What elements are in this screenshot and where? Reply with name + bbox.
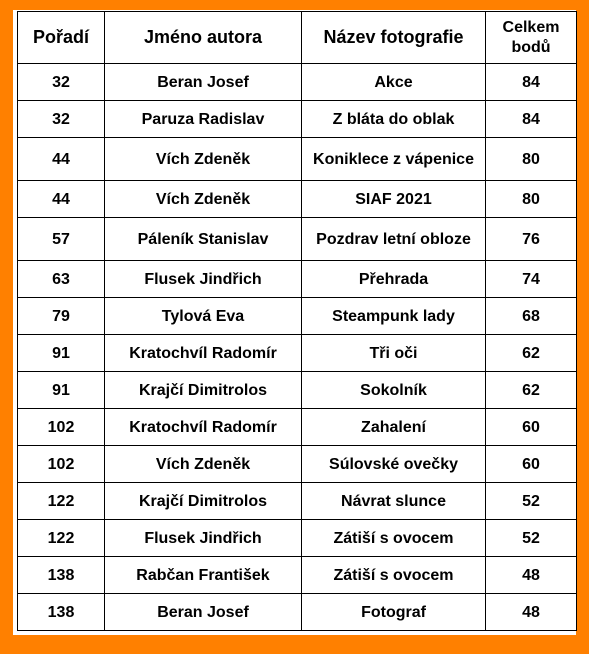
cell-rank: 79 bbox=[18, 298, 105, 335]
table-row bbox=[18, 138, 577, 181]
cell-rank: 91 bbox=[18, 335, 105, 372]
cell-photo: Z bláta do oblak bbox=[302, 101, 486, 138]
cell-rank: 138 bbox=[18, 557, 105, 594]
cell-total: 60 bbox=[486, 446, 577, 483]
cell-photo: Přehrada bbox=[302, 261, 486, 298]
cell-total: 80 bbox=[486, 181, 577, 218]
table-row bbox=[18, 218, 577, 261]
cell-author: Kratochvíl Radomír bbox=[105, 335, 302, 372]
table-row bbox=[18, 101, 577, 138]
table-row bbox=[18, 446, 577, 483]
table-row bbox=[18, 261, 577, 298]
cell-total: 68 bbox=[486, 298, 577, 335]
cell-rank: 63 bbox=[18, 261, 105, 298]
cell-author: Vích Zdeněk bbox=[105, 446, 302, 483]
table-row bbox=[18, 181, 577, 218]
cell-author: Tylová Eva bbox=[105, 298, 302, 335]
cell-author: Krajčí Dimitrolos bbox=[105, 483, 302, 520]
cell-total: 62 bbox=[486, 372, 577, 409]
cell-total: 60 bbox=[486, 409, 577, 446]
cell-photo: Súlovské ovečky bbox=[302, 446, 486, 483]
cell-photo: Steampunk lady bbox=[302, 298, 486, 335]
cell-total: 76 bbox=[486, 218, 577, 261]
cell-photo: Akce bbox=[302, 64, 486, 101]
cell-photo: SIAF 2021 bbox=[302, 181, 486, 218]
table-row bbox=[18, 64, 577, 101]
cell-author: Rabčan František bbox=[105, 557, 302, 594]
cell-rank: 44 bbox=[18, 181, 105, 218]
results-table bbox=[17, 11, 577, 631]
cell-author: Kratochvíl Radomír bbox=[105, 409, 302, 446]
cell-photo: Zátiší s ovocem bbox=[302, 557, 486, 594]
cell-photo: Pozdrav letní obloze bbox=[302, 218, 486, 261]
table-row bbox=[18, 335, 577, 372]
table-row bbox=[18, 520, 577, 557]
cell-rank: 32 bbox=[18, 64, 105, 101]
cell-author: Vích Zdeněk bbox=[105, 138, 302, 181]
cell-author: Flusek Jindřich bbox=[105, 261, 302, 298]
cell-total: 62 bbox=[486, 335, 577, 372]
cell-rank: 57 bbox=[18, 218, 105, 261]
cell-author: Flusek Jindřich bbox=[105, 520, 302, 557]
table-row bbox=[18, 483, 577, 520]
cell-rank: 91 bbox=[18, 372, 105, 409]
cell-rank: 32 bbox=[18, 101, 105, 138]
cell-photo: Fotograf bbox=[302, 594, 486, 631]
table-row bbox=[18, 372, 577, 409]
cell-photo: Tři oči bbox=[302, 335, 486, 372]
table-header-row bbox=[18, 12, 577, 64]
cell-author: Beran Josef bbox=[105, 64, 302, 101]
header-rank: Pořadí bbox=[18, 12, 105, 64]
cell-total: 80 bbox=[486, 138, 577, 181]
cell-photo: Návrat slunce bbox=[302, 483, 486, 520]
cell-rank: 122 bbox=[18, 483, 105, 520]
cell-author: Vích Zdeněk bbox=[105, 181, 302, 218]
cell-photo: Sokolník bbox=[302, 372, 486, 409]
cell-rank: 138 bbox=[18, 594, 105, 631]
cell-total: 84 bbox=[486, 101, 577, 138]
table-row bbox=[18, 557, 577, 594]
header-total: Celkem bodů bbox=[486, 12, 577, 64]
cell-author: Krajčí Dimitrolos bbox=[105, 372, 302, 409]
cell-photo: Zahalení bbox=[302, 409, 486, 446]
cell-author: Paruza Radislav bbox=[105, 101, 302, 138]
cell-total: 52 bbox=[486, 483, 577, 520]
cell-total: 48 bbox=[486, 557, 577, 594]
header-photo: Název fotografie bbox=[302, 12, 486, 64]
cell-total: 48 bbox=[486, 594, 577, 631]
cell-rank: 122 bbox=[18, 520, 105, 557]
cell-photo: Zátiší s ovocem bbox=[302, 520, 486, 557]
cell-rank: 102 bbox=[18, 446, 105, 483]
header-author: Jméno autora bbox=[105, 12, 302, 64]
cell-total: 52 bbox=[486, 520, 577, 557]
cell-author: Páleník Stanislav bbox=[105, 218, 302, 261]
table-row bbox=[18, 409, 577, 446]
cell-total: 84 bbox=[486, 64, 577, 101]
cell-total: 74 bbox=[486, 261, 577, 298]
cell-rank: 44 bbox=[18, 138, 105, 181]
table-row bbox=[18, 298, 577, 335]
cell-author: Beran Josef bbox=[105, 594, 302, 631]
cell-photo: Koniklece z vápenice bbox=[302, 138, 486, 181]
cell-rank: 102 bbox=[18, 409, 105, 446]
table-row bbox=[18, 594, 577, 631]
